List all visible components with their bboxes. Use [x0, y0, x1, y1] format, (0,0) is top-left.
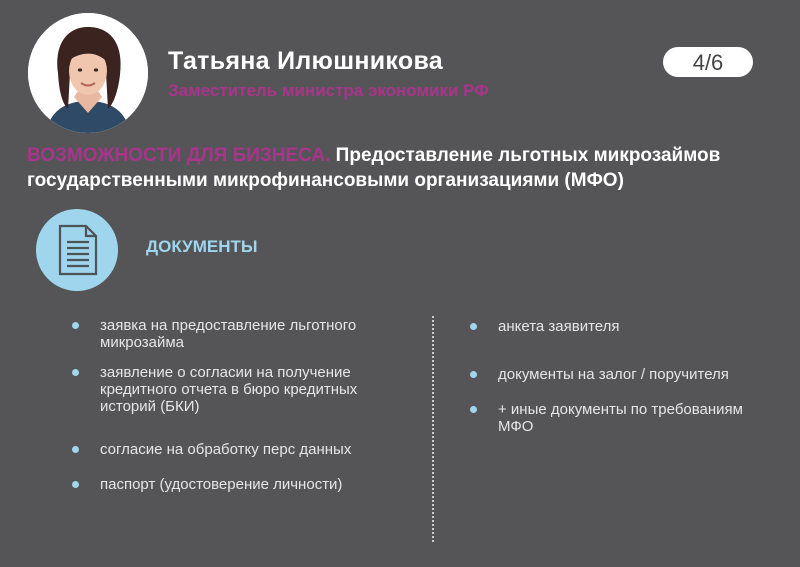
bullet-icon: [72, 446, 79, 453]
person-portrait-icon: [28, 13, 148, 133]
list-item: заявка на предоставление льготного микрозайма: [72, 317, 412, 351]
column-divider: [432, 316, 434, 542]
bullet-icon: [72, 369, 79, 376]
speaker-name: Татьяна Илюшникова: [168, 47, 444, 75]
page-counter-badge: 4/6: [663, 47, 753, 77]
slide-headline: [27, 143, 777, 193]
bullet-icon: [470, 406, 477, 413]
list-item: + иные документы по требованиям МФО: [470, 401, 778, 435]
bullet-icon: [470, 323, 477, 330]
speaker-role: Заместитель министра экономики РФ: [168, 81, 489, 100]
headline-text: Предоставление льготных микрозаймов государственными микрофинансовыми организациями (МФО): [27, 145, 721, 191]
document-icon: [36, 209, 118, 291]
speaker-photo: [28, 13, 148, 133]
headline-accent: ВОЗМОЖНОСТИ ДЛЯ БИЗНЕСА.: [27, 145, 331, 166]
bullet-icon: [72, 322, 79, 329]
list-item: согласие на обработку перс данных: [72, 441, 351, 458]
list-item: заявление о согласии на получение кредитного отчета в бюро кредитных историй (БКИ): [72, 364, 412, 415]
list-item: паспорт (удостоверение личности): [72, 476, 342, 493]
bullet-icon: [72, 481, 79, 488]
bullet-icon: [470, 371, 477, 378]
list-item: документы на залог / поручителя: [470, 366, 778, 383]
list-item: анкета заявителя: [470, 318, 778, 335]
section-title: ДОКУМЕНТЫ: [146, 237, 258, 256]
